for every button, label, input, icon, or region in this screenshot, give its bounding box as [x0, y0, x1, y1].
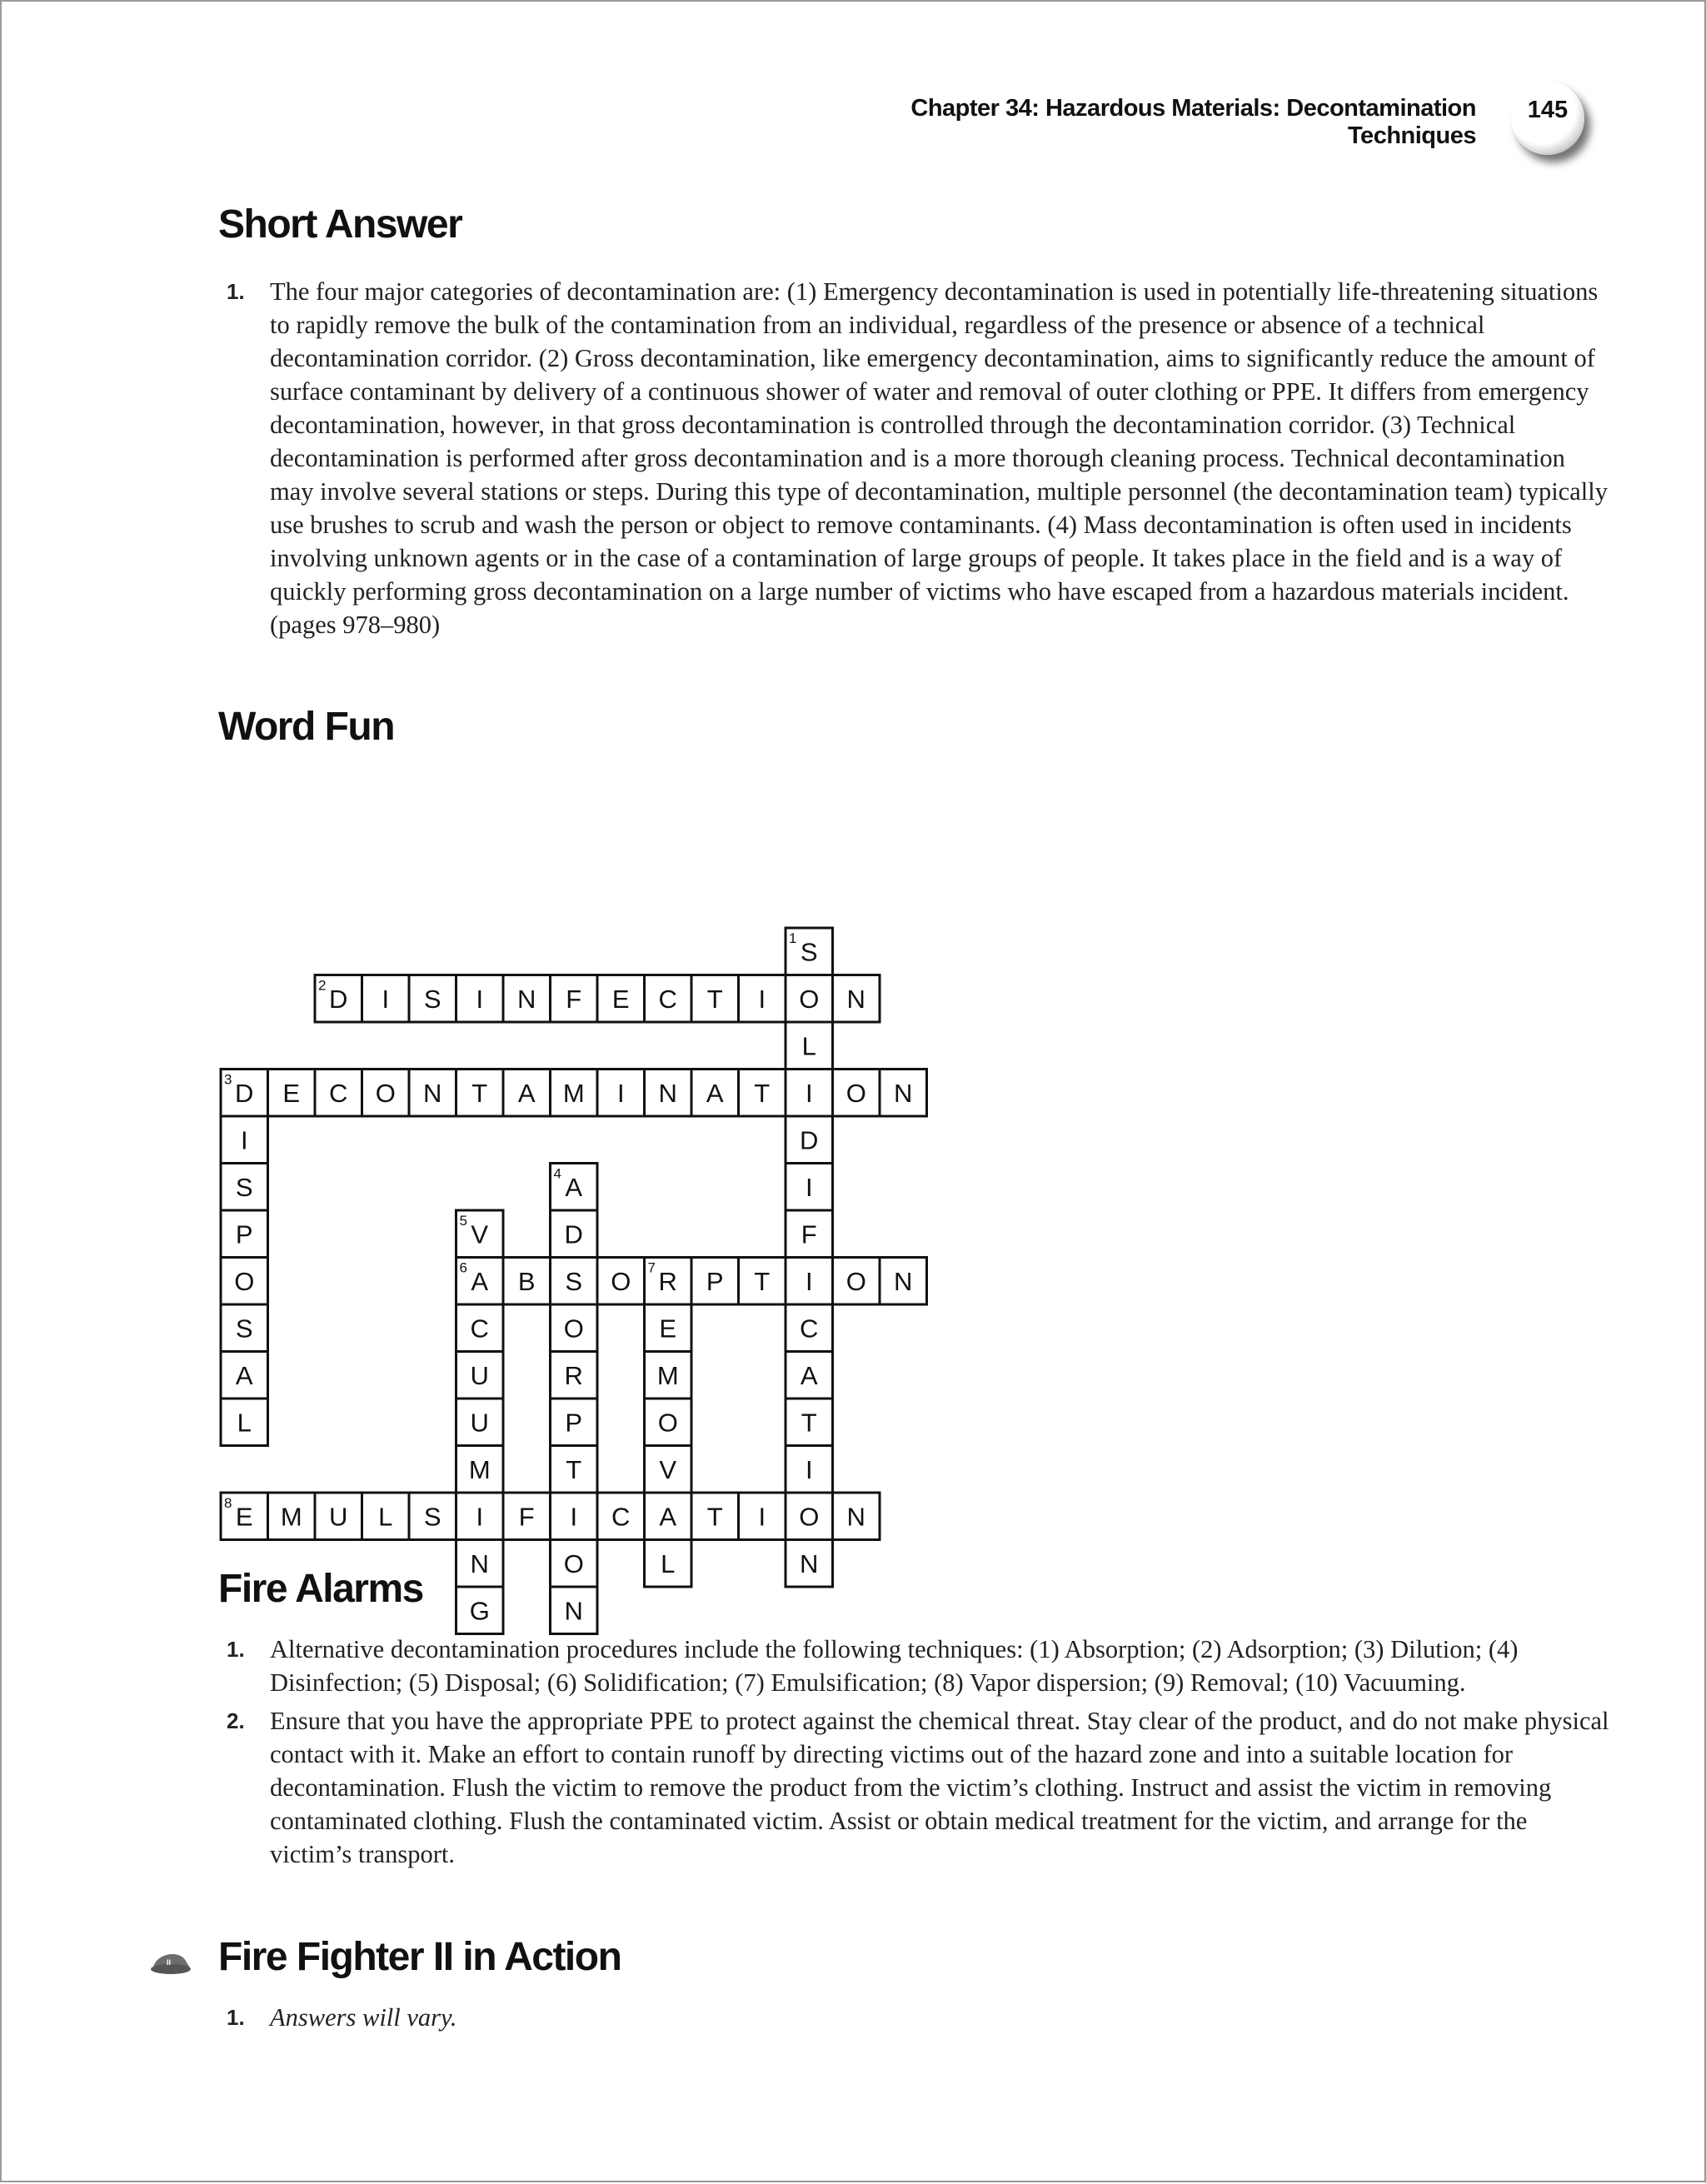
- crossword-cell: [456, 1070, 504, 1117]
- crossword-letter: T: [566, 1454, 582, 1484]
- crossword-letter: N: [846, 984, 865, 1014]
- crossword-cell: [597, 1258, 645, 1305]
- crossword-letter: O: [563, 1548, 584, 1578]
- crossword-clue-number: 7: [647, 1259, 656, 1276]
- crossword-letter: S: [565, 1266, 583, 1296]
- crossword-letter: L: [237, 1408, 252, 1438]
- crossword-cell: [786, 1022, 833, 1070]
- crossword-clue-number: 5: [459, 1213, 467, 1229]
- crossword-cell: [691, 1493, 739, 1540]
- crossword-letter: S: [800, 937, 818, 967]
- item-text: Ensure that you have the appropriate PPE to protect against the chemical threat. Stay clear of the product, and do not make physical contact with it. Make an effort to contain runoff by directing victims out of the hazard zone and into a suitable location for decontamination. Flush the victim to remove the product from the victim’s clothing. Instruct and assist the victim in removing contaminated clothing. Flush the contaminated victim. Assist or obtain medical treatment for the victim, and arrange for the victim’s transport.: [270, 1707, 1609, 1868]
- item-number: 1.: [227, 1637, 245, 1662]
- crossword-cell: [786, 1493, 833, 1540]
- crossword-letter: D: [564, 1219, 583, 1249]
- crossword-cell: [597, 1070, 645, 1117]
- crossword-cell: [315, 975, 362, 1023]
- crossword-cell: [786, 1070, 833, 1117]
- crossword-cell: [362, 1070, 410, 1117]
- crossword-letter: U: [470, 1408, 489, 1438]
- crossword-clue-number: 2: [318, 977, 327, 994]
- crossword-letter: D: [235, 1078, 254, 1108]
- crossword-letter: L: [801, 1031, 816, 1061]
- crossword-letter: S: [423, 984, 441, 1014]
- crossword-cell: [786, 928, 833, 975]
- crossword-letter: E: [235, 1502, 253, 1532]
- crossword-cell: [456, 1587, 504, 1634]
- fire-helmet-icon: [150, 1947, 192, 1976]
- crossword-cell: [786, 1258, 833, 1305]
- page-number-badge: 145: [1511, 82, 1584, 155]
- crossword-letter: O: [375, 1078, 396, 1108]
- crossword-letter: N: [846, 1502, 865, 1532]
- crossword-cell: [786, 1540, 833, 1588]
- crossword-letter: B: [517, 1266, 536, 1296]
- crossword-cell: [645, 1070, 692, 1117]
- crossword-cell: [786, 1210, 833, 1258]
- crossword-letter: N: [800, 1548, 819, 1578]
- crossword-cell: [456, 1210, 504, 1258]
- item-number: 2.: [227, 1708, 245, 1733]
- crossword-letter: P: [706, 1266, 724, 1296]
- item-text: Alternative decontamination procedures include the following techniques: (1) Absorption; (2) Adsorption; (3) Dilution; (4) Disinfection; (5) Disposal; (6) Solidification; (7) Emulsification; (8) Vapor dispersion; (9) Removal; (10) Vacuuming.: [270, 1635, 1519, 1697]
- crossword-letter: N: [470, 1548, 489, 1578]
- crossword-cell: [880, 1258, 927, 1305]
- crossword-cell: [645, 1493, 692, 1540]
- crossword-cell: [551, 1164, 598, 1211]
- item-text: Answers will vary.: [270, 2003, 457, 2032]
- crossword-letter: I: [758, 1502, 766, 1532]
- crossword-cell: [645, 1399, 692, 1446]
- crossword-cell: [551, 1399, 598, 1446]
- crossword-cell: [456, 1258, 504, 1305]
- crossword-cell: [691, 1070, 739, 1117]
- crossword-cell: [786, 1446, 833, 1493]
- crossword-letter: V: [471, 1219, 489, 1249]
- crossword-cell: [880, 1070, 927, 1117]
- crossword-cell: [645, 975, 692, 1023]
- crossword-cell: [362, 1493, 410, 1540]
- crossword-cell: [739, 1070, 786, 1117]
- crossword-cell: [409, 1070, 456, 1117]
- crossword-letter: A: [706, 1078, 724, 1108]
- crossword-cell: [786, 1304, 833, 1352]
- crossword-cell: [645, 1446, 692, 1493]
- crossword-cell: [456, 975, 504, 1023]
- crossword-letter: A: [235, 1360, 253, 1390]
- crossword-cell: [503, 1493, 551, 1540]
- crossword-letter: L: [661, 1548, 676, 1578]
- crossword-cell: [645, 1540, 692, 1588]
- crossword-clue-number: 4: [553, 1165, 561, 1182]
- crossword-letter: M: [656, 1360, 679, 1390]
- crossword-cell: [691, 1258, 739, 1305]
- crossword-letter: A: [800, 1360, 818, 1390]
- crossword-cell: [456, 1304, 504, 1352]
- crossword-letter: I: [805, 1454, 813, 1484]
- crossword-letter: O: [846, 1078, 866, 1108]
- crossword-cell: [739, 1493, 786, 1540]
- crossword-cell: [551, 1446, 598, 1493]
- crossword-cell: [597, 1493, 645, 1540]
- crossword-cell: [786, 1116, 833, 1164]
- crossword-letter: R: [564, 1360, 583, 1390]
- crossword-cell: [456, 1540, 504, 1588]
- crossword-letter: I: [616, 1078, 625, 1108]
- crossword-letter: S: [235, 1314, 253, 1344]
- item-number: 1.: [227, 279, 245, 304]
- crossword-cell: [551, 1210, 598, 1258]
- crossword-letter: C: [658, 984, 677, 1014]
- crossword-cell: [221, 1304, 268, 1352]
- crossword-letter: F: [801, 1219, 817, 1249]
- crossword-letter: N: [658, 1078, 677, 1108]
- crossword-letter: O: [799, 984, 820, 1014]
- crossword-letter: F: [566, 984, 582, 1014]
- crossword-letter: U: [329, 1502, 348, 1532]
- crossword-letter: N: [564, 1596, 583, 1626]
- crossword-cell: [268, 1070, 316, 1117]
- crossword-cell: [315, 1493, 362, 1540]
- crossword-cell: [551, 1304, 598, 1352]
- crossword-clue-number: 1: [789, 930, 797, 946]
- crossword-letter: I: [570, 1502, 578, 1532]
- crossword-cell: [456, 1352, 504, 1399]
- crossword-cell: [409, 975, 456, 1023]
- crossword-cell: [409, 1493, 456, 1540]
- crossword-cell: [786, 1164, 833, 1211]
- crossword-cell: [456, 1446, 504, 1493]
- crossword-letter: I: [476, 1502, 484, 1532]
- crossword-letter: P: [565, 1408, 583, 1438]
- crossword-letter: T: [471, 1078, 488, 1108]
- crossword-cell: [786, 1399, 833, 1446]
- crossword-cell: [503, 1258, 551, 1305]
- crossword-letter: N: [894, 1078, 913, 1108]
- crossword-cell: [551, 1070, 598, 1117]
- crossword-letter: L: [378, 1502, 393, 1532]
- crossword-letter: M: [280, 1502, 302, 1532]
- crossword-letter: I: [758, 984, 766, 1014]
- crossword-letter: T: [754, 1266, 771, 1296]
- crossword-cell: [833, 1258, 880, 1305]
- crossword-letter: N: [423, 1078, 442, 1108]
- crossword-cell: [315, 1070, 362, 1117]
- crossword-letter: O: [657, 1408, 678, 1438]
- crossword-cell: [551, 1352, 598, 1399]
- crossword-letter: G: [469, 1596, 490, 1626]
- crossword-cell: [786, 975, 833, 1023]
- crossword-letter: I: [805, 1078, 813, 1108]
- crossword-cell: [551, 1587, 598, 1634]
- crossword-cell: [268, 1493, 316, 1540]
- crossword-cell: [739, 1258, 786, 1305]
- crossword-clue-number: 3: [224, 1071, 232, 1088]
- running-head: Chapter 34: Hazardous Materials: Decontamination Techniques: [910, 95, 1476, 149]
- word-fun-heading: Word Fun: [218, 705, 395, 749]
- crossword-cell: [833, 975, 880, 1023]
- crossword-letter: M: [468, 1454, 491, 1484]
- crossword-clue-number: 6: [459, 1259, 467, 1276]
- crossword-letter: E: [659, 1314, 677, 1344]
- crossword-letter: U: [470, 1360, 489, 1390]
- crossword-cell: [456, 1399, 504, 1446]
- crossword-letter: I: [382, 984, 390, 1014]
- crossword-letter: O: [846, 1266, 866, 1296]
- crossword-letter: A: [471, 1266, 489, 1296]
- item-text: The four major categories of decontamination are: (1) Emergency decontamination is used in potentially life-threatening situations to rapidly remove the bulk of the contamination from an individual, regardless of the presence or absence of a technical decontamination corridor. (2) Gross decontamination, like emergency decontamination, aims to significantly reduce the amount of surface contaminant by delivery of a continuous shower of water and removal of outer clothing or PPE. It differs from emergency decontamination, however, in that gross decontamination is controlled through the decontamination corridor. (3) Technical decontamination is performed after gross decontamination and is a more thorough cleaning process. Technical decontamination may involve several stations or steps. During this type of decontamination, multiple personnel (the decontamination team) typically use brushes to scrub and wash the person or object to remove contaminants. (4) Mass decontamination is often used in incidents involving unknown agents or in the case of a contamination of large groups of people. It takes place in the field and is a way of quickly performing gross decontamination on a large number of victims who have escaped from a hazardous materials incident. (pages 978–980): [270, 277, 1608, 639]
- crossword-cell: [221, 1116, 268, 1164]
- crossword-letter: O: [234, 1266, 255, 1296]
- item-number: 1.: [227, 2005, 245, 2030]
- crossword-cell: [221, 1070, 268, 1117]
- crossword-letter: C: [611, 1502, 631, 1532]
- crossword-letter: I: [476, 984, 484, 1014]
- list-item: [227, 1633, 1609, 1699]
- crossword-letter: I: [805, 1172, 813, 1202]
- crossword-clue-number: 8: [224, 1495, 232, 1511]
- crossword-cell: [551, 1540, 598, 1588]
- fire-alarms-heading: Fire Alarms: [218, 1567, 423, 1611]
- crossword-letter: E: [611, 984, 630, 1014]
- crossword-cell: [221, 1164, 268, 1211]
- crossword-cell: [362, 975, 410, 1023]
- crossword-letter: M: [562, 1078, 585, 1108]
- crossword-cell: [221, 1493, 268, 1540]
- svg-text:II: II: [167, 1958, 172, 1967]
- crossword-cell: [503, 1070, 551, 1117]
- crossword-cell: [597, 975, 645, 1023]
- crossword-letter: A: [659, 1502, 677, 1532]
- crossword-letter: T: [754, 1078, 771, 1108]
- list-item: [227, 2001, 1609, 2034]
- crossword-letter: E: [282, 1078, 301, 1108]
- crossword-letter: D: [800, 1125, 819, 1155]
- crossword-cell: [503, 975, 551, 1023]
- crossword-letter: T: [801, 1408, 817, 1438]
- crossword-cell: [221, 1258, 268, 1305]
- ff2-in-action-list: [227, 2001, 1609, 2034]
- crossword-cell: [551, 975, 598, 1023]
- crossword-letter: A: [565, 1172, 583, 1202]
- crossword-cell: [739, 975, 786, 1023]
- crossword-cell: [833, 1493, 880, 1540]
- crossword-cell: [551, 1493, 598, 1540]
- crossword-letter: N: [517, 984, 536, 1014]
- ff2-in-action-heading: Fire Fighter II in Action: [218, 1935, 621, 1979]
- list-item: [227, 1704, 1609, 1871]
- crossword-cell: [456, 1493, 504, 1540]
- short-answer-heading: Short Answer: [218, 202, 462, 247]
- crossword-letter: R: [658, 1266, 677, 1296]
- crossword-letter: O: [563, 1314, 584, 1344]
- crossword-cell: [691, 975, 739, 1023]
- crossword-letter: O: [611, 1266, 631, 1296]
- crossword-cell: [645, 1304, 692, 1352]
- fire-alarms-list: [227, 1633, 1609, 1871]
- crossword-cell: [786, 1352, 833, 1399]
- crossword-letter: T: [706, 984, 723, 1014]
- crossword-letter: F: [518, 1502, 535, 1532]
- crossword-cell: [221, 1352, 268, 1399]
- crossword-letter: C: [329, 1078, 348, 1108]
- crossword-letter: O: [799, 1502, 820, 1532]
- crossword-cell: [551, 1258, 598, 1305]
- crossword-letter: C: [470, 1314, 489, 1344]
- crossword-cell: [833, 1070, 880, 1117]
- crossword-letter: S: [423, 1502, 441, 1532]
- crossword-letter: C: [800, 1314, 819, 1344]
- crossword-letter: D: [329, 984, 348, 1014]
- crossword-letter: V: [659, 1454, 677, 1484]
- crossword-letter: T: [706, 1502, 723, 1532]
- crossword-letter: I: [240, 1125, 248, 1155]
- crossword-cell: [645, 1258, 692, 1305]
- crossword-cell: [645, 1352, 692, 1399]
- crossword-cell: [221, 1210, 268, 1258]
- crossword-letter: A: [517, 1078, 536, 1108]
- crossword-letter: I: [805, 1266, 813, 1296]
- crossword-letter: S: [235, 1172, 253, 1202]
- crossword-letter: P: [235, 1219, 253, 1249]
- crossword-letter: N: [894, 1266, 913, 1296]
- crossword-cell: [221, 1399, 268, 1446]
